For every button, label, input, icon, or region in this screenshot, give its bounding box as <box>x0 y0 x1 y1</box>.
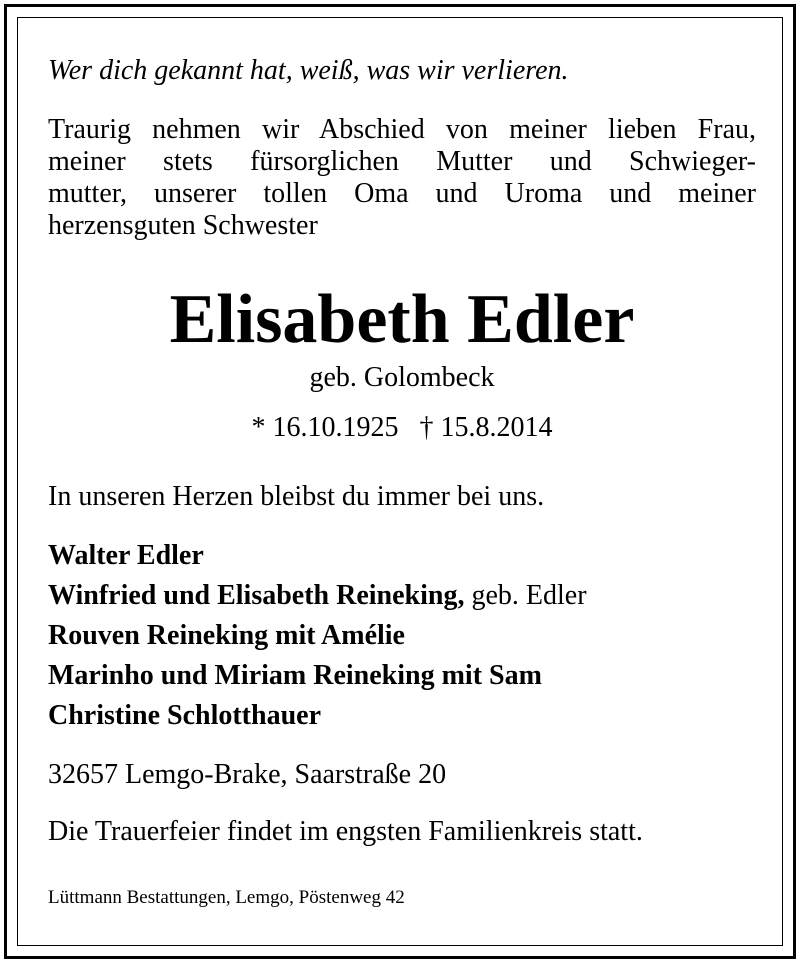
intro-line: mutter, unserer tollen Oma und Uroma und meiner <box>48 178 756 209</box>
family-list <box>48 536 587 736</box>
death-date: † 15.8.2014 <box>419 412 553 443</box>
intro-line: meiner stets fürsorglichen Mutter und Schwieger- <box>48 146 756 177</box>
birth-date: * 16.10.1925 <box>251 412 399 443</box>
family-member: Rouven Reineking mit Amélie <box>48 620 405 651</box>
intro-line: Traurig nehmen wir Abschied von meiner lieben Frau, <box>48 114 756 145</box>
undertaker: Lüttmann Bestattungen, Lemgo, Pöstenweg 42 <box>48 887 405 908</box>
family-member: Christine Schlotthauer <box>48 700 321 731</box>
born-name: geb. Golombeck <box>309 362 495 393</box>
address: 32657 Lemgo-Brake, Saarstraße 20 <box>48 759 447 790</box>
quote: Wer dich gekannt hat, weiß, was wir verlieren. <box>48 55 569 86</box>
deceased-name: Elisabeth Edler <box>169 281 635 358</box>
intro-line: herzensguten Schwester <box>48 210 318 241</box>
family-member: Walter Edler <box>48 540 204 571</box>
memorial-line: In unseren Herzen bleibst du immer bei uns. <box>48 481 545 512</box>
family-member: Marinho und Miriam Reineking mit Sam <box>48 660 542 691</box>
intro-text <box>48 114 756 242</box>
life-dates <box>48 412 756 444</box>
ceremony-note: Die Trauerfeier findet im engsten Familienkreis statt. <box>48 816 643 847</box>
family-member: Winfried und Elisabeth Reineking, geb. Edler <box>48 580 587 611</box>
